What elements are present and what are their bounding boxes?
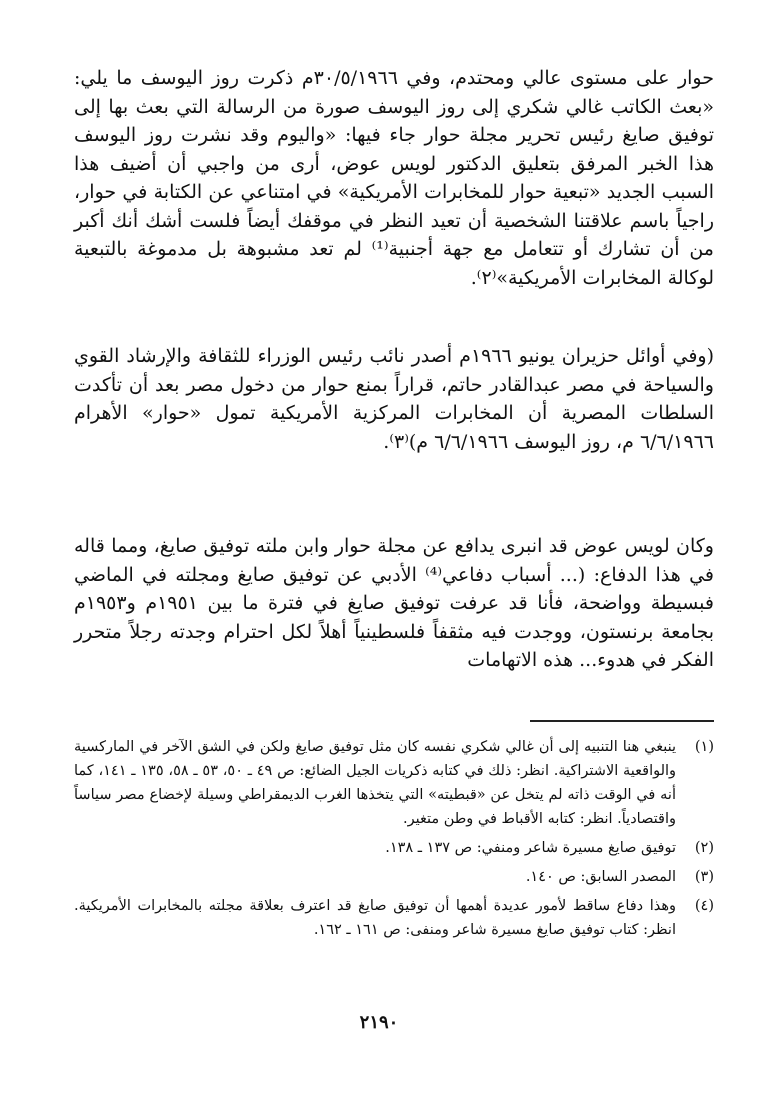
footnote-number: (٣) <box>694 869 714 885</box>
footnote-3 <box>74 865 714 889</box>
paragraph-text: (وفي أوائل حزيران يونيو ١٩٦٦م أصدر نائب رئيس الوزراء للثقافة والإرشاد القوي والسياحة في مصر عبدالقادر حاتم، قراراً بمنع حوار من دخول مصر بعد أن تأكدت السلطات المصرية أن المخابرات المركزية الأمريكية تمول «حوار» الأهرام ٦/٦/١٩٦٦ م، روز اليوسف ٦/٦/١٩٦٦ م)⁽٣⁾. <box>74 345 714 453</box>
footnote-1 <box>74 735 714 831</box>
body-paragraph-2 <box>74 342 714 456</box>
paragraph-text: وكان لويس عوض قد انبرى يدافع عن مجلة حوار وابن ملته توفيق صايغ، ومما قاله في هذا الدفاع: (... أسباب دفاعي⁽⁴⁾ الأدبي عن توفيق صايغ ومجلته في الماضي فبسيطة وواضحة، فأنا قد عرفت توفيق صايغ في فترة ما بين ١٩٥١م و١٩٥٣م بجامعة برنستون، ووجدت فيه مثقفاً فلسطينياً أهلاً لكل احترام وجدته رجلاً متحرر الفكر في هدوء... هذه الاتهامات <box>74 535 714 671</box>
footnote-text: ينبغي هنا التنبيه إلى أن غالي شكري نفسه كان مثل توفيق صايغ ولكن في الشق الآخر في الماركسية والواقعية الاشتراكية. انظر: ذلك في كتابه ذكريات الجيل الضائع: ص ٤٩ ـ ٥٠، ٥٣ ـ ٥٨، ١٣٥ ـ ١٤١، كما أنه في الوقت ذاته لم يتخل عن «قبطيته» التي يتخذها الغرب الديمقراطي وسيلة لإخضاع مصر سياساً واقتصادياً. انظر: كتابه الأقباط في وطن متغير. <box>74 739 677 827</box>
footnote-4 <box>74 894 714 942</box>
footnotes <box>74 735 714 947</box>
footnote-number: (٤) <box>694 898 714 914</box>
body-paragraph-3 <box>74 532 714 675</box>
page-number: ٢١٩٠ <box>359 1012 399 1033</box>
footnote-separator <box>530 720 714 722</box>
footnote-text: المصدر السابق: ص ١٤٠. <box>525 869 676 885</box>
footnote-text: وهذا دفاع ساقط لأمور عديدة أهمها أن توفيق صايغ قد اعترف بعلاقة مجلته بالمخابرات الأمريكية. انظر: كتاب توفيق صايغ مسيرة شاعر ومنفى: ص ١٦١ ـ ١٦٢. <box>74 898 676 938</box>
body-paragraph-1 <box>74 64 714 292</box>
footnote-2 <box>74 836 714 860</box>
footnote-number: (١) <box>694 739 714 755</box>
footnote-number: (٢) <box>694 840 714 856</box>
paragraph-text: حوار على مستوى عالي ومحتدم، وفي ٣٠/٥/١٩٦٦م ذكرت روز اليوسف ما يلي: «بعث الكاتب غالي شكري إلى روز اليوسف صورة من الرسالة التي بعث بها إلى توفيق صايغ رئيس تحرير مجلة حوار جاء فيها: «واليوم وقد نشرت روز اليوسف هذا الخبر المرفق بتعليق الدكتور لويس عوض، أرى من واجبي أن أضيف هذا السبب الجديد «تبعية حوار للمخابرات الأمريكية» في امتناعي عن الكتابة في حوار، راجياً باسم علاقتنا الشخصية أن تعيد النظر في موقفك أيضاً فلست أشك أنك أكبر من أن تشارك أو تتعامل مع جهة أجنبية⁽¹⁾ لم تعد مشبوهة بل مدموغة بالتبعية لوكالة المخابرات الأمريكية»⁽٢⁾. <box>74 67 714 289</box>
footnote-text: توفيق صايغ مسيرة شاعر ومنفي: ص ١٣٧ ـ ١٣٨. <box>385 840 676 856</box>
